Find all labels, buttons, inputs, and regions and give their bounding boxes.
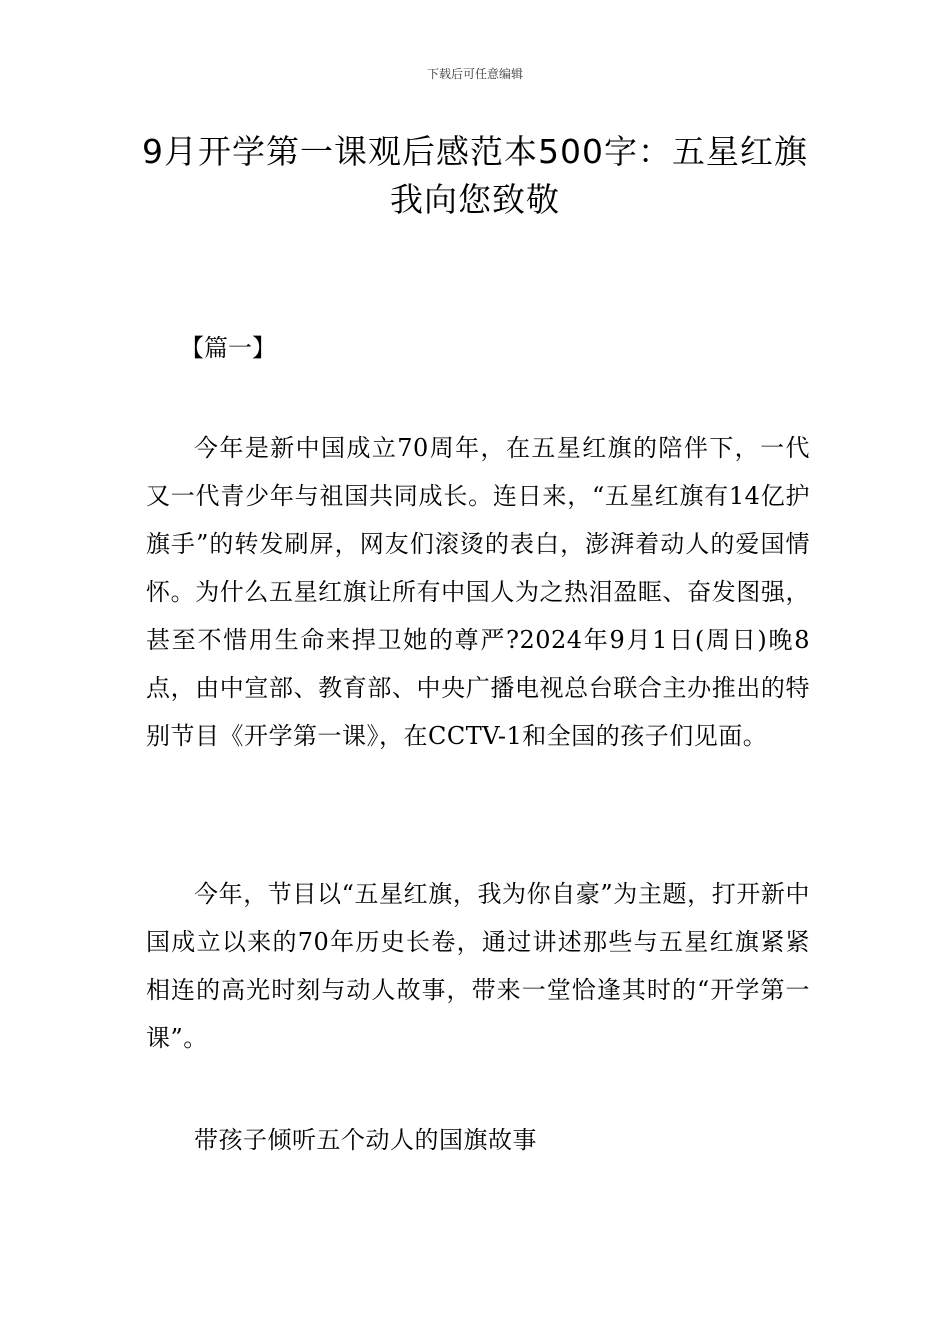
paragraph-2: 今年，节目以“五星红旗，我为你自豪”为主题，打开新中国成立以来的70年历史长卷，通过讲述那些与五星红旗紧紧相连的高光时刻与动人故事，带来一堂恰逢其时的“开学第一课”。 <box>146 880 810 1052</box>
document-title: 9月开学第一课观后感范本500字：五星红旗 我向您致敬 <box>142 132 808 219</box>
paragraph-3: 带孩子倾听五个动人的国旗故事 <box>194 1126 537 1154</box>
section-label: 【篇一】 <box>180 334 276 362</box>
header-note: 下载后可任意编辑 <box>426 67 523 81</box>
paragraph-1: 今年是新中国成立70周年，在五星红旗的陪伴下，一代又一代青少年与祖国共同成长。连日来，“五星红旗有14亿护旗手”的转发刷屏，网友们滚烫的表白，澎湃着动人的爱国情怀。为什么五星红旗让所有中国人为之热泪盈眶、奋发图强，甚至不惜用生命来捍卫她的尊严?2024年9月1日(周日)晚8点，由中宣部、教育部、中央广播电视总台联合主办推出的特别节目《开学第一课》，在CCTV-1和全国的孩子们见面。 <box>146 434 810 750</box>
